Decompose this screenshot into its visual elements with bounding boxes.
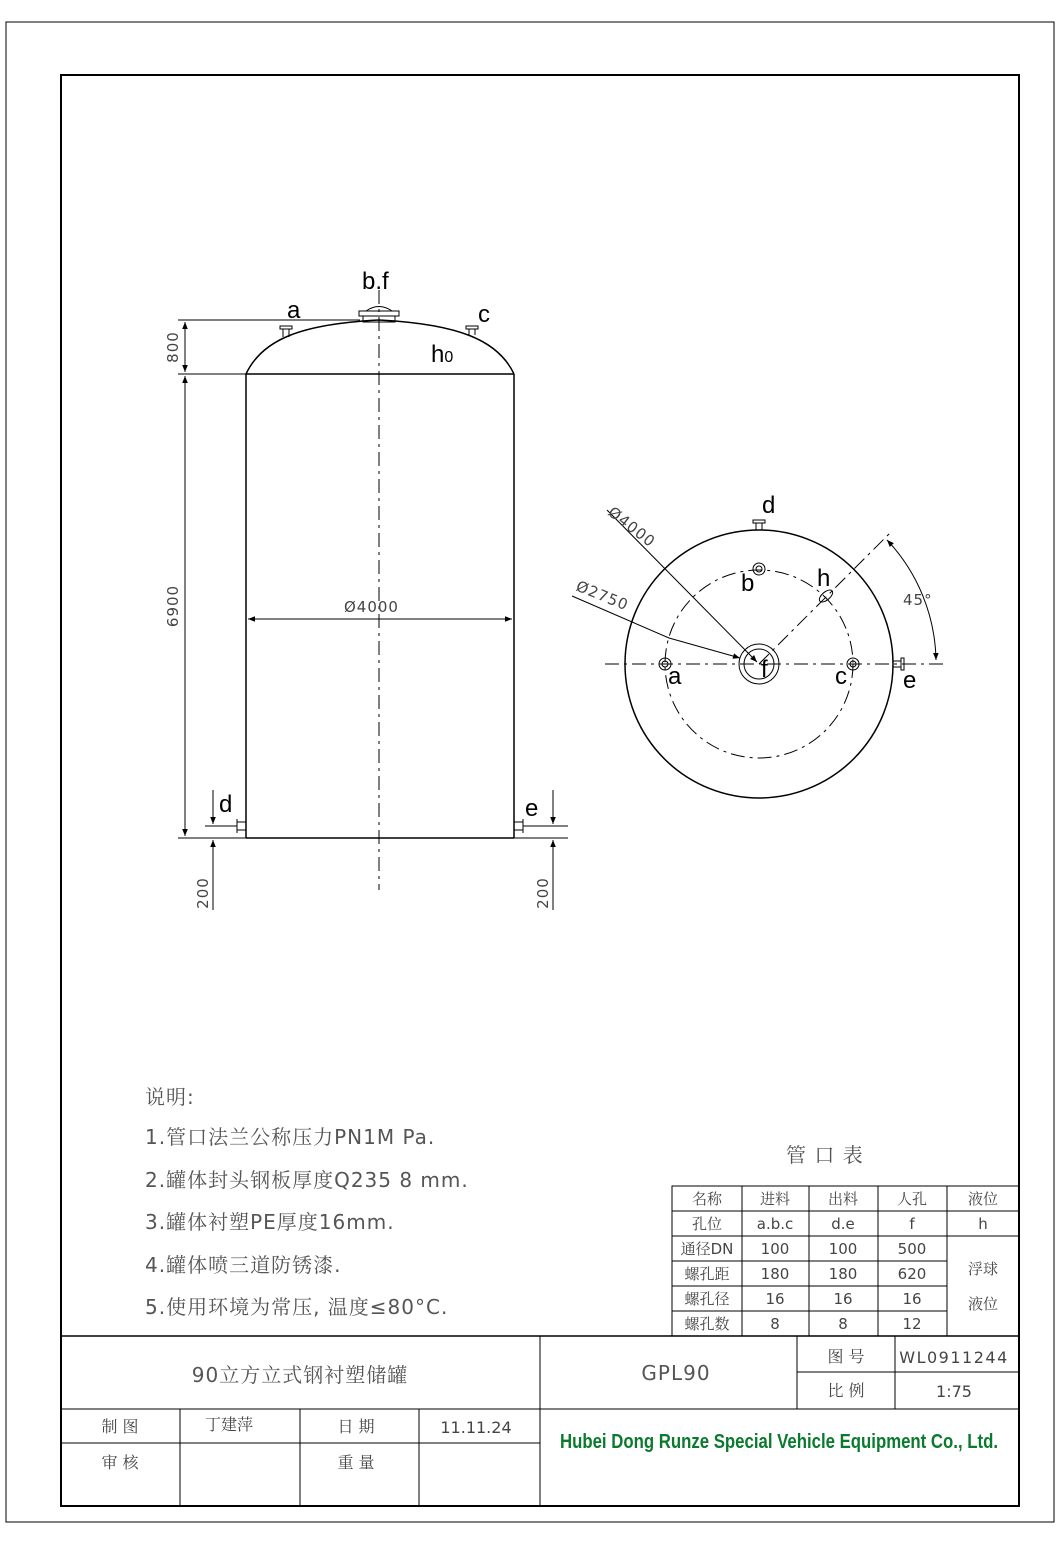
cell-r0c3: f — [909, 1215, 915, 1233]
side-elevation-view — [164, 268, 568, 910]
cell-r2c3: 620 — [897, 1265, 927, 1283]
shell-height-dim: 6900 — [164, 584, 182, 628]
cell-r4c3: 12 — [902, 1315, 922, 1333]
note-1: 1.管口法兰公称压力PN1M Pa. — [145, 1125, 436, 1149]
label-h-top: h — [817, 565, 831, 592]
label-d-top: d — [762, 492, 776, 519]
bottom-right-dim: 200 — [534, 877, 552, 909]
note-3: 3.罐体衬塑PE厚度16mm. — [145, 1210, 395, 1234]
cell-r3c1: 16 — [765, 1290, 785, 1308]
cell-r3c3: 16 — [902, 1290, 922, 1308]
cell-r1c3: 500 — [897, 1240, 927, 1258]
th-name: 名称 — [691, 1190, 723, 1208]
label-f-top: f — [761, 656, 768, 683]
date-label: 日 期 — [337, 1417, 375, 1436]
company-name: Hubei Dong Runze Special Vehicle Equipment Co., Ltd. — [560, 1431, 998, 1453]
model-number: GPL90 — [641, 1361, 711, 1385]
label-h0: h0 — [431, 341, 454, 368]
label-a-side: a — [287, 297, 301, 324]
label-d-side: d — [219, 791, 233, 818]
cell-r2c0: 螺孔距 — [684, 1265, 730, 1283]
drawing-no-label: 图 号 — [827, 1347, 865, 1366]
th-inlet: 进料 — [759, 1190, 791, 1208]
cell-r1c1: 100 — [760, 1240, 790, 1258]
label-b-top: b — [741, 570, 755, 597]
notes-block — [145, 1085, 469, 1319]
product-name: 90立方立式钢衬塑储罐 — [191, 1363, 409, 1387]
head-height-dim: 800 — [164, 331, 182, 363]
cell-r2c1: 180 — [760, 1265, 790, 1283]
label-bf: b.f — [362, 268, 389, 295]
drawing-no: WL0911244 — [899, 1348, 1009, 1367]
cell-r0c1: a.b.c — [756, 1215, 794, 1233]
nozzle-table-title: 管 口 表 — [786, 1143, 864, 1167]
top-plan-view — [572, 492, 945, 798]
cell-r4c2: 8 — [838, 1315, 848, 1333]
note-5: 5.使用环境为常压, 温度≤80°C. — [145, 1295, 449, 1319]
scale-value: 1:75 — [936, 1382, 972, 1401]
outer-diameter-dim: Ø4000 — [604, 502, 659, 552]
cell-r4c0: 螺孔数 — [684, 1315, 730, 1333]
drawn-by: 丁建萍 — [204, 1415, 254, 1434]
title-block — [61, 1336, 1019, 1506]
label-e-top: e — [903, 667, 917, 694]
cell-r0c2: d.e — [831, 1215, 855, 1233]
cell-r4c1: 8 — [770, 1315, 780, 1333]
cell-r3c0: 螺孔径 — [684, 1290, 730, 1308]
cell-r2c2: 180 — [828, 1265, 858, 1283]
note-2: 2.罐体封头钢板厚度Q235 8 mm. — [145, 1168, 469, 1192]
th-manway: 人孔 — [896, 1190, 928, 1208]
cell-level-2: 液位 — [967, 1295, 999, 1313]
notes-title: 说明: — [145, 1085, 195, 1109]
cell-r1c2: 100 — [828, 1240, 858, 1258]
note-4: 4.罐体喷三道防锈漆. — [145, 1253, 342, 1277]
label-c-side: c — [478, 301, 490, 328]
cell-r3c2: 16 — [833, 1290, 853, 1308]
th-outlet: 出料 — [827, 1190, 859, 1208]
cell-r0c0: 孔位 — [691, 1215, 723, 1233]
drawn-label: 制 图 — [101, 1417, 139, 1436]
label-e-side: e — [525, 795, 539, 822]
bottom-left-dim: 200 — [194, 877, 212, 909]
pcd-dim: Ø2750 — [573, 577, 632, 615]
cell-r0c4: h — [978, 1215, 988, 1233]
label-c-top: c — [835, 663, 847, 690]
label-a-top: a — [668, 663, 682, 690]
th-level: 液位 — [967, 1190, 999, 1208]
checked-label: 审 核 — [101, 1453, 139, 1472]
cell-r1c0: 通径DN — [680, 1240, 734, 1258]
angle-dim: 45° — [903, 591, 933, 609]
scale-label: 比 例 — [827, 1381, 865, 1400]
date-value: 11.11.24 — [440, 1418, 512, 1437]
weight-label: 重 量 — [337, 1453, 375, 1472]
cell-level-1: 浮球 — [967, 1260, 999, 1278]
diameter-dim: Ø4000 — [344, 598, 399, 616]
nozzle-table — [672, 1143, 1019, 1336]
inner-frame — [61, 75, 1019, 1506]
